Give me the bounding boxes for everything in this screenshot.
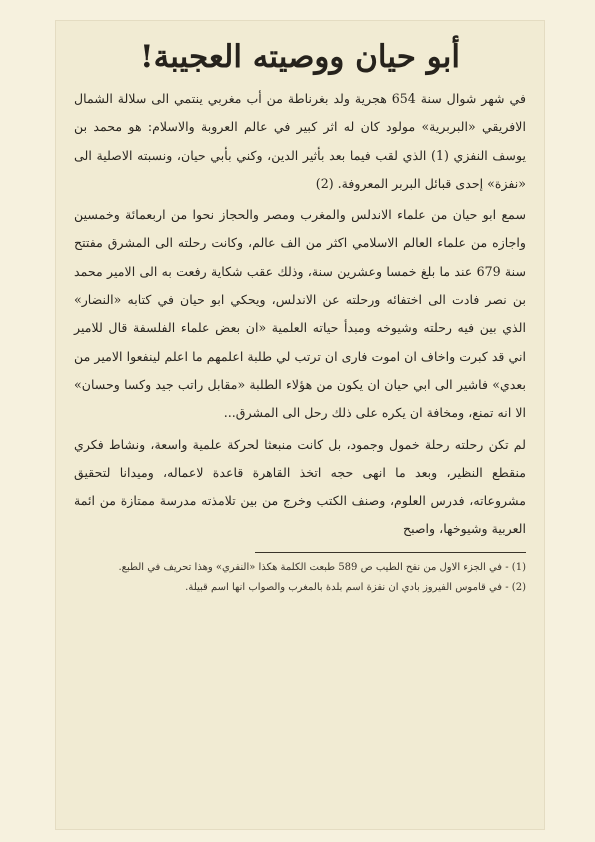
paragraph-2: سمع ابو حيان من علماء الاندلس والمغرب ومصر والحجاز نحوا من اربعمائة وخمسين واجازه من علماء العالم الاسلامي اكثر من الف عالم، وكانت رحلته الى المشرق مفتتح سنة 679 عند ما بلغ خمسا وعشرين سنة، وذلك عقب شكاية رفعت به الى الامير محمد بن نصر فادت الى اختفائه ورحلته عن الاندلس، ويحكي ابو حيان في كتابه «النضار» الذي بين فيه رحلته وشيوخه ومبدأ حياته العلمية «ان بعض علماء الفلسفة قال للامير اني قد كبرت واخاف ان اموت فارى ان ترتب لي طلبة اعلمهم ما اعلم لينفعوا الامير من بعدي» فاشير الى ابي حيان ان يكون من هؤلاء الطلبة «مقابل راتب جيد وكسا وحسان» الا انه تمنع، ومخافة ان يكره على ذلك رحل الى المشرق...	[74, 207, 526, 421]
page-title: أبو حيان ووصيته العجيبة!	[140, 39, 460, 75]
footnote-divider	[255, 552, 526, 553]
footnote-1: (1) - في الجزء الاول من نفح الطيب ص 589 طبعت الكلمة هكذا «النفري» وهذا تحريف في الطبع.	[118, 561, 526, 573]
article-body	[74, 85, 526, 544]
paragraph-1: في شهر شوال سنة 654 هجرية ولد بغرناطة من أب مغربي ينتمي الى سلالة الشمال الافريقي «البربرية» مولود كان له اثر كبير في عالم العروبة والاسلام: هو محمد بن يوسف النفزي (1) الذي لقب فيما بعد بأثير الدين، وكني بأبي حيان، ونسبته الاصلية الى «نفزة» إحدى قبائل البربر المعروفة. (2)	[74, 91, 526, 191]
paragraph-3: لم تكن رحلته رحلة خمول وجمود، بل كانت منبعثا لحركة علمية واسعة، ونشاط فكري منقطع النظير، وبعد ما انهى حجه اتخذ القاهرة قاعدة لاعماله، وميدانا لتحقيق مشروعاته، فدرس العلوم، وصنف الكتب وخرج من بين تلامذته مدرسة ممتازة من ائمة العربية وشيوخها، واصبح	[74, 436, 526, 537]
footnote-2: (2) - في قاموس الفيروز بادي ان نفزة اسم بلدة بالمغرب والصواب انها اسم قبيلة.	[185, 581, 526, 593]
book-page	[55, 20, 545, 830]
footnotes	[74, 559, 526, 597]
